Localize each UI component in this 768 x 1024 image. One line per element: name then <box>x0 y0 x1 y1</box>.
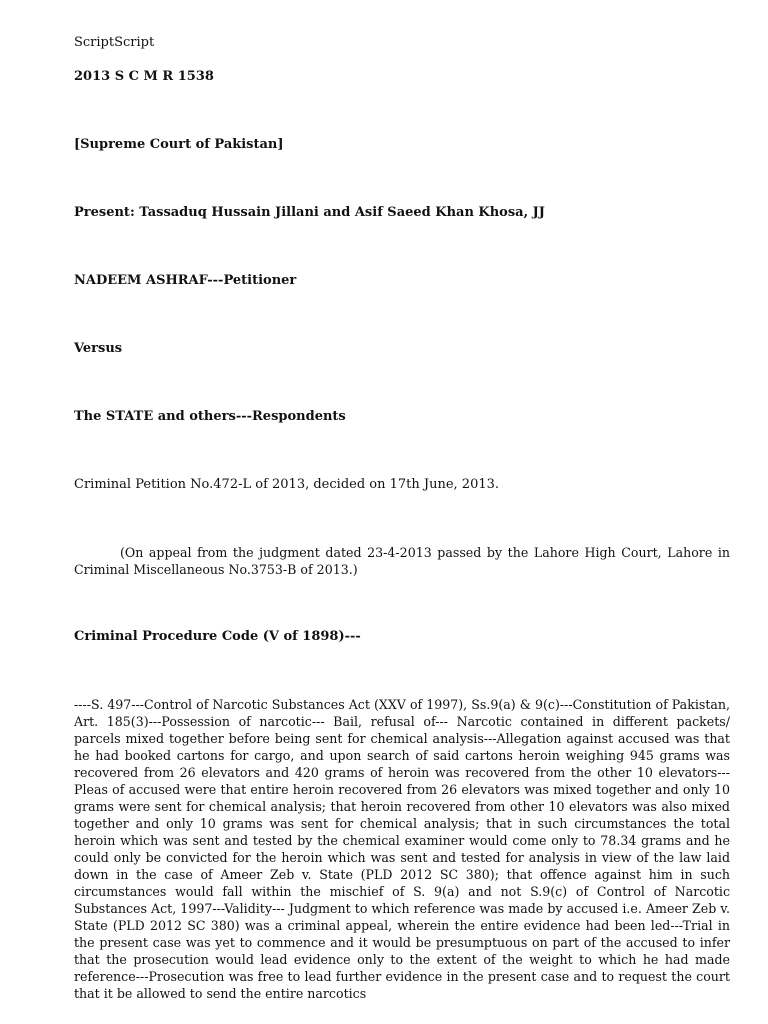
petitioner: NADEEM ASHRAF---Petitioner <box>74 273 297 288</box>
appeal-info: (On appeal from the judgment dated 23-4-2013 passed by the Lahore High Court, Lahore in Criminal Miscellaneous No.3753-B of 2013.) <box>74 545 730 577</box>
petition-info: Criminal Petition No.472-L of 2013, decided on 17th June, 2013. <box>74 477 500 492</box>
versus-label: Versus <box>74 341 123 356</box>
code-heading: Criminal Procedure Code (V of 1898)--- <box>74 629 361 644</box>
respondents: The STATE and others---Respondents <box>74 409 346 424</box>
header-label: ScriptScript <box>74 35 155 50</box>
body-paragraph: ----S. 497---Control of Narcotic Substances Act (XXV of 1997), Ss.9(a) & 9(c)---Constitution of Pakistan, Art. 185(3)---Possession of narcotic--- Bail, refusal of--- Narcotic contained in different packets/ parcels mixed together before being sent for chemical analysis---Allegation against accused was that he had booked cartons for cargo, and upon search of said cartons heroin weighing 945 grams was recovered from 26 elevators and 420 grams of heroin was recovered from the other 10 elevators---Pleas of accused were that entire heroin recovered from 26 elevators was mixed together and only 10 grams were sent for chemical analysis; that heroin recovered from other 10 elevators was also mixed together and only 10 grams was sent for chemical analysis; that in such circumstances the total heroin which was sent and tested by the chemical examiner would come only to 78.34 grams and he could only be convicted for the heroin which was sent and tested for analysis in view of the law laid down in the case of Ameer Zeb v. State (PLD 2012 SC 380); that offence against him in such circumstances would fall within the mischief of S. 9(a) and not S.9(c) of Control of Narcotic Substances Act, 1997---Validity--- Judgment to which reference was made by accused i.e. Ameer Zeb v. State (PLD 2012 SC 380) was a criminal appeal, wherein the entire evidence had been led---Trial in the present case was yet to commence and it would be presumptuous on part of the accused to infer that the prosecution would lead evidence only to the extent of the weight to which he had made reference---Prosecution was free to lead further evidence in the present case and to request the court that it be allowed to send the entire narcotics <box>74 697 730 1001</box>
citation: 2013 S C M R 1538 <box>74 69 214 84</box>
court-name: [Supreme Court of Pakistan] <box>74 137 284 152</box>
bench-present: Present: Tassaduq Hussain Jillani and Asif Saeed Khan Khosa, JJ <box>74 205 545 220</box>
document-page <box>74 34 730 1002</box>
